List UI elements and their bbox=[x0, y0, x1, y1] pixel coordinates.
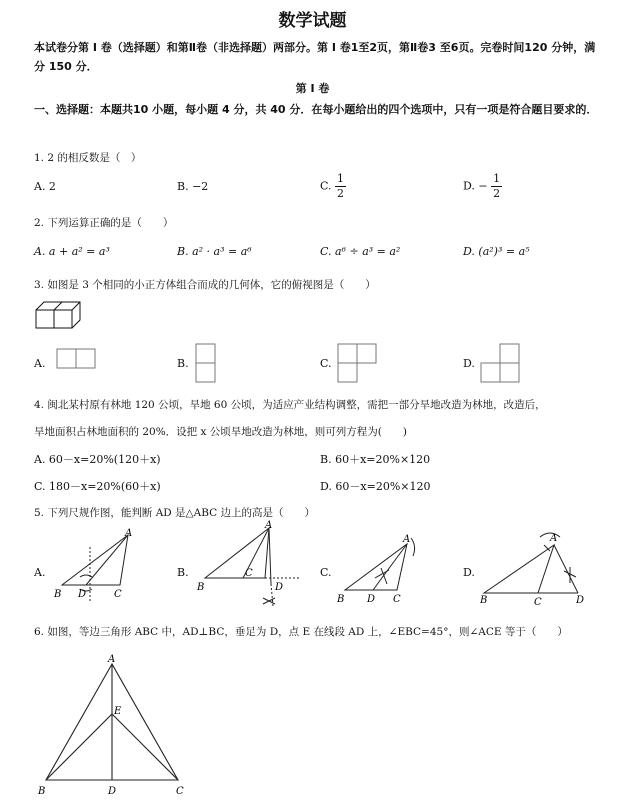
label-a: A bbox=[125, 528, 133, 539]
q6-figure bbox=[36, 652, 196, 802]
label-c: C bbox=[114, 589, 122, 600]
q5-option-a-label: A. bbox=[34, 566, 46, 579]
q3-option-a-figure bbox=[56, 347, 98, 371]
q1-stem: 1. 2 的相反数是（ ） bbox=[34, 152, 142, 164]
q5-option-b-figure bbox=[195, 522, 305, 612]
label-a: A bbox=[265, 520, 273, 531]
q3-option-c-label: C. bbox=[320, 357, 332, 370]
q4-stem-line2: 旱地面积占林地面积的 20%．设把 x 公顷旱地改造为林地，则可列方程为( ) bbox=[34, 426, 407, 438]
q5-option-b-label: B. bbox=[177, 566, 189, 579]
q6-label-d: D bbox=[108, 786, 117, 797]
label-b: B bbox=[337, 594, 345, 605]
q1-option-c-fraction: $\frac{1}{2}$ bbox=[337, 172, 345, 200]
q3-option-b-label: B. bbox=[177, 357, 189, 370]
q4-option-c: C. 180－x=20%(60＋x) bbox=[34, 480, 161, 493]
q4-option-d: D. 60－x=20%×120 bbox=[320, 480, 431, 493]
q4-option-a: A. 60－x=20%(120＋x) bbox=[34, 453, 161, 466]
page-title: 数学试题 bbox=[278, 11, 347, 31]
q3-option-a-label: A. bbox=[34, 357, 46, 370]
q1-option-d-label: D. − bbox=[463, 179, 488, 193]
q1-option-c bbox=[320, 172, 346, 201]
q5-option-d-label: D. bbox=[463, 566, 475, 579]
q1-option-a: A. 2 bbox=[34, 180, 56, 193]
q3-option-c-figure bbox=[337, 343, 379, 383]
q2-option-c: C. a⁶ ÷ a³ = a² bbox=[320, 245, 401, 258]
q1-option-b: B. −2 bbox=[177, 180, 209, 193]
q5-option-c-figure bbox=[335, 532, 425, 608]
label-d: D bbox=[367, 594, 376, 605]
q5-option-c-label: C. bbox=[320, 566, 332, 579]
q3-stem: 3. 如图是 3 个相同的小正方体组合而成的几何体，它的俯视图是（ ） bbox=[34, 279, 376, 291]
label-c: C bbox=[534, 597, 542, 608]
label-d: D bbox=[576, 595, 585, 606]
exam-intro: 本试卷分第 I 卷（选择题）和第Ⅱ卷（非选择题）两部分。第 I 卷1至2页，第Ⅱ卷3 至6页。完卷时间120 分钟，满分 150 分． bbox=[34, 41, 596, 73]
label-d: D bbox=[275, 582, 284, 593]
label-a: A bbox=[550, 533, 558, 544]
label-d: D bbox=[78, 589, 87, 600]
label-c: C bbox=[393, 594, 401, 605]
q1-option-c-label: C. bbox=[320, 179, 332, 193]
q2-option-b: B. a² · a³ = a⁶ bbox=[177, 245, 252, 258]
q1-option-d bbox=[463, 172, 502, 201]
q2-option-d: D. (a²)³ = a⁵ bbox=[463, 245, 530, 258]
q2-option-a: A. a + a² = a³ bbox=[34, 245, 110, 258]
label-c: C bbox=[245, 568, 253, 579]
q5-stem: 5. 下列尺规作图，能判断 AD 是△ABC 边上的高是（ ） bbox=[34, 507, 315, 519]
q2-stem: 2. 下列运算正确的是（ ） bbox=[34, 217, 174, 229]
label-a: A bbox=[403, 534, 411, 545]
q6-label-c: C bbox=[176, 786, 184, 797]
q6-label-a: A bbox=[108, 654, 116, 665]
label-b: B bbox=[197, 582, 205, 593]
q3-option-d-label: D. bbox=[463, 357, 475, 370]
q1-option-d-fraction: $\frac{1}{2}$ bbox=[493, 172, 501, 200]
q5-option-d-figure bbox=[478, 527, 596, 609]
q6-label-b: B bbox=[38, 786, 46, 797]
part1-instructions: 一、选择题：本题共10 小题，每小题 4 分，共 40 分．在每小题给出的四个选项中，只有一项是符合题目要求的． bbox=[34, 103, 598, 116]
q3-cubes-figure bbox=[34, 300, 84, 332]
label-b: B bbox=[54, 589, 62, 600]
q4-stem-line1: 4. 闽北某村原有林地 120 公顷，旱地 60 公顷，为适应产业结构调整，需把一部分旱地改造为林地，改造后， bbox=[34, 399, 546, 411]
q5-option-a-figure bbox=[50, 527, 140, 607]
label-b: B bbox=[480, 595, 488, 606]
q6-label-e: E bbox=[114, 706, 122, 717]
section-heading: 第 I 卷 bbox=[295, 82, 330, 95]
q6-stem: 6. 如图，等边三角形 ABC 中，AD⊥BC，垂足为 D，点 E 在线段 AD 上，∠EBC=45°，则∠ACE 等于（ ） bbox=[34, 626, 568, 638]
q4-option-b: B. 60＋x=20%×120 bbox=[320, 453, 431, 466]
q3-option-d-figure bbox=[480, 343, 522, 383]
q3-option-b-figure bbox=[195, 343, 217, 383]
